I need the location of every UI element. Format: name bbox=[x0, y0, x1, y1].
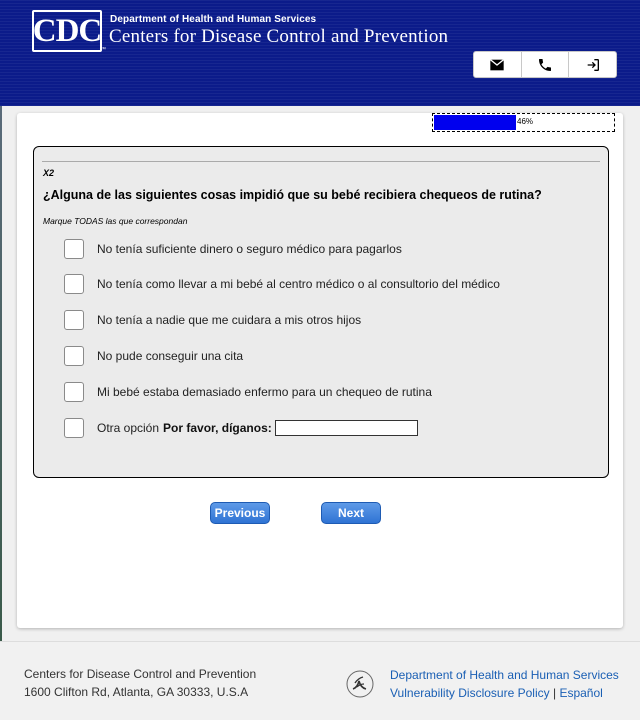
link-separator: | bbox=[552, 686, 557, 700]
divider bbox=[42, 161, 600, 162]
option-row-other bbox=[64, 417, 418, 439]
option-checkbox-3[interactable] bbox=[64, 310, 84, 330]
option-label: No pude conseguir una cita bbox=[97, 349, 244, 363]
question-id: X2 bbox=[43, 168, 55, 178]
exit-icon bbox=[585, 57, 601, 73]
question-panel bbox=[33, 146, 609, 478]
option-label: No tenía a nadie que me cuidara a mis otros hijos bbox=[97, 313, 362, 327]
previous-button[interactable]: Previous bbox=[210, 502, 270, 524]
option-label: No tenía como llevar a mi bebé al centro médico o al consultorio del médico bbox=[97, 277, 500, 291]
option-row bbox=[64, 345, 243, 367]
progress-label: 46% bbox=[517, 117, 534, 126]
other-option-prompt: Por favor, díganos: bbox=[163, 421, 272, 435]
question-text: ¿Alguna de las siguientes cosas impidió que su bebé recibiera chequeos de rutina? bbox=[43, 188, 542, 202]
agency-name: Centers for Disease Control and Prevention bbox=[109, 26, 449, 47]
option-checkbox-5[interactable] bbox=[64, 382, 84, 402]
next-button[interactable]: Next bbox=[321, 502, 381, 524]
header-actions bbox=[473, 51, 617, 78]
left-edge-strip bbox=[0, 106, 2, 641]
logo-trademark: ™ bbox=[100, 47, 106, 53]
hhs-eagle-icon bbox=[345, 669, 375, 699]
option-label: Mi bebé estaba demasiado enfermo para un chequeo de rutina bbox=[97, 385, 432, 399]
footer-address: 1600 Clifton Rd, Atlanta, GA 30333, U.S.A bbox=[24, 685, 249, 699]
site-footer bbox=[0, 641, 640, 720]
progress-fill bbox=[434, 115, 516, 130]
other-option-input[interactable] bbox=[275, 420, 418, 436]
option-row bbox=[64, 309, 361, 331]
option-checkbox-1[interactable] bbox=[64, 239, 84, 259]
email-button[interactable] bbox=[474, 52, 522, 77]
option-checkbox-2[interactable] bbox=[64, 274, 84, 294]
espanol-link[interactable]: Español bbox=[559, 686, 603, 700]
option-checkbox-4[interactable] bbox=[64, 346, 84, 366]
footer-org-name: Centers for Disease Control and Prevention bbox=[24, 667, 257, 681]
vulnerability-policy-link[interactable]: Vulnerability Disclosure Policy bbox=[390, 686, 550, 700]
option-checkbox-other[interactable] bbox=[64, 418, 84, 438]
option-row bbox=[64, 381, 432, 403]
phone-button[interactable] bbox=[522, 52, 570, 77]
option-row bbox=[64, 273, 500, 295]
logo-text: CDC bbox=[32, 12, 102, 49]
site-header bbox=[0, 0, 640, 106]
cdc-logo[interactable] bbox=[32, 10, 106, 53]
mail-icon bbox=[489, 57, 505, 73]
other-option-label: Otra opción bbox=[97, 421, 160, 435]
survey-card bbox=[17, 113, 623, 628]
option-row bbox=[64, 238, 402, 260]
department-name: Department of Health and Human Services bbox=[110, 14, 317, 25]
option-label: No tenía suficiente dinero o seguro médico para pagarlos bbox=[97, 242, 402, 256]
footer-links bbox=[390, 666, 619, 702]
progress-bar bbox=[432, 113, 615, 132]
hhs-link[interactable]: Department of Health and Human Services bbox=[390, 668, 619, 682]
question-instruction: Marque TODAS las que correspondan bbox=[43, 216, 188, 226]
phone-icon bbox=[537, 57, 553, 73]
exit-button[interactable] bbox=[569, 52, 616, 77]
